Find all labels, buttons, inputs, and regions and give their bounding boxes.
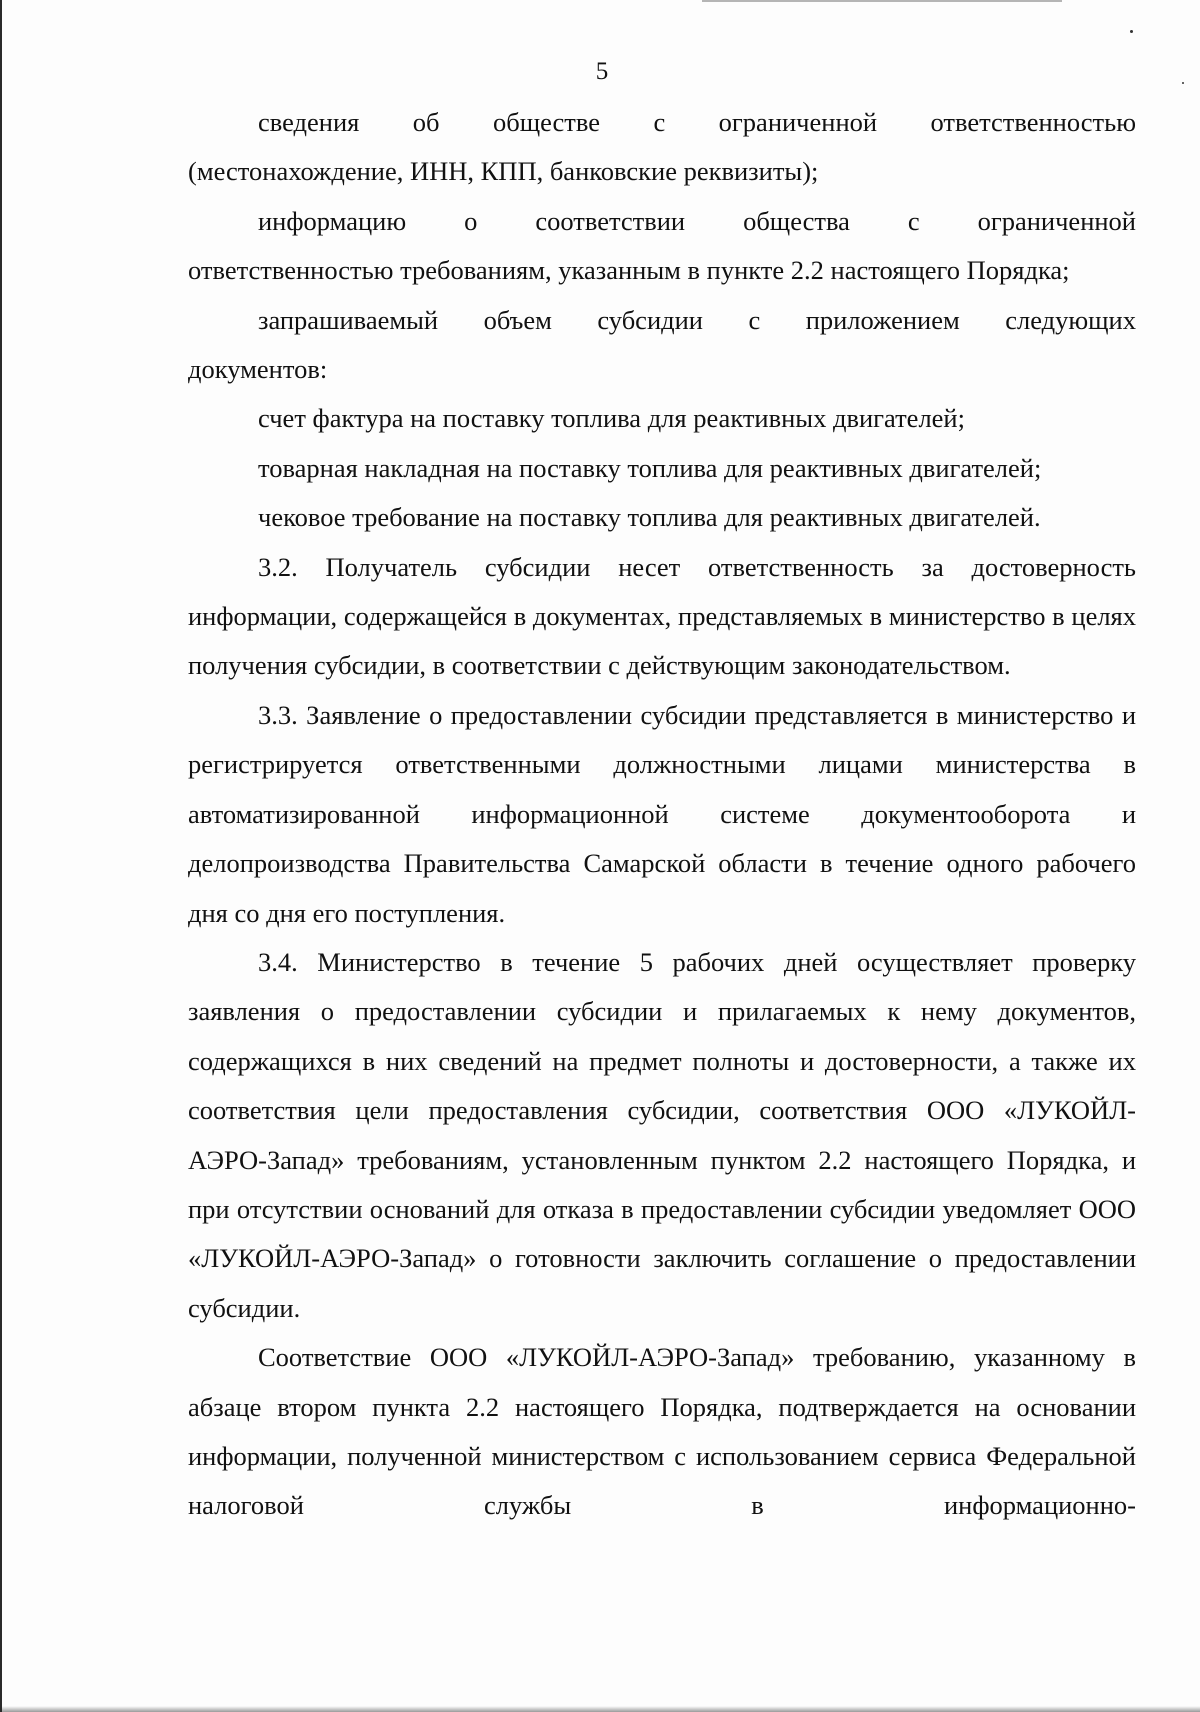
paragraph-3-2: 3.2. Получатель субсидии несет ответственность за достоверность информации, содержащейся в документах, представляемых в министерство в целях получения субсидии, в соответствии с действующим законодательством. (188, 551, 1136, 681)
paragraph-compliance-info-line2: ответственностью требованиям, указанным в пункте 2.2 настоящего Порядка; (188, 255, 1070, 286)
paragraph-3-3: 3.3. Заявление о предоставлении субсидии представляется в министерство и регистрируется ответственными должностными лицами министерства в автоматизированной информационной системе документооборота и делопроизводства Правительства Самарской области в течение одного рабочего дня со дня его поступления. (188, 699, 1136, 928)
scan-speck (1130, 30, 1133, 33)
scan-edge-top (702, 0, 1062, 2)
paragraph-requested-volume-line1: запрашиваемый объем субсидии с приложением следующих (258, 304, 1136, 335)
paragraph-company-info-line2: (местонахождение, ИНН, КПП, банковские реквизиты); (188, 156, 819, 187)
paragraph-waybill: товарная накладная на поставку топлива для реактивных двигателей; (258, 452, 1042, 483)
paragraph-compliance-info-line1: информацию о соответствии общества с ограниченной (258, 205, 1136, 236)
paragraph-compliance-confirmation: Соответствие ООО «ЛУКОЙЛ-АЭРО-Запад» требованию, указанному в абзаце втором пункта 2.2 настоящего Порядка, подтверждается на основании информации, полученной министерством с использованием сервиса Федеральной налоговой службы в информационно- (188, 1342, 1136, 1521)
paragraph-company-info-line1: сведения об обществе с ограниченной ответственностью (258, 107, 1136, 137)
paragraph-3-4: 3.4. Министерство в течение 5 рабочих дней осуществляет проверку заявления о предоставлении субсидии и прилагаемых к нему документов, содержащихся в них сведений на предмет полноты и достоверности, а также их соответствия цели предоставления субсидии, соответствия ООО «ЛУКОЙЛ-АЭРО-Запад» требованиям, установленным пунктом 2.2 настоящего Порядка, и при отсутствии оснований для отказа в предоставлении субсидии уведомляет ООО «ЛУКОЙЛ-АЭРО-Запад» о готовности заключить соглашение о предоставлении субсидии. (188, 946, 1136, 1323)
scan-edge-bottom (2, 1706, 1200, 1712)
document-body (188, 98, 1136, 1531)
page-number: 5 (595, 58, 609, 85)
paragraph-check-requirement: чековое требование на поставку топлива для реактивных двигателей. (258, 502, 1041, 533)
paragraph-invoice: счет фактура на поставку топлива для реактивных двигателей; (258, 403, 965, 434)
paragraph-requested-volume-line2: документов: (188, 354, 328, 385)
